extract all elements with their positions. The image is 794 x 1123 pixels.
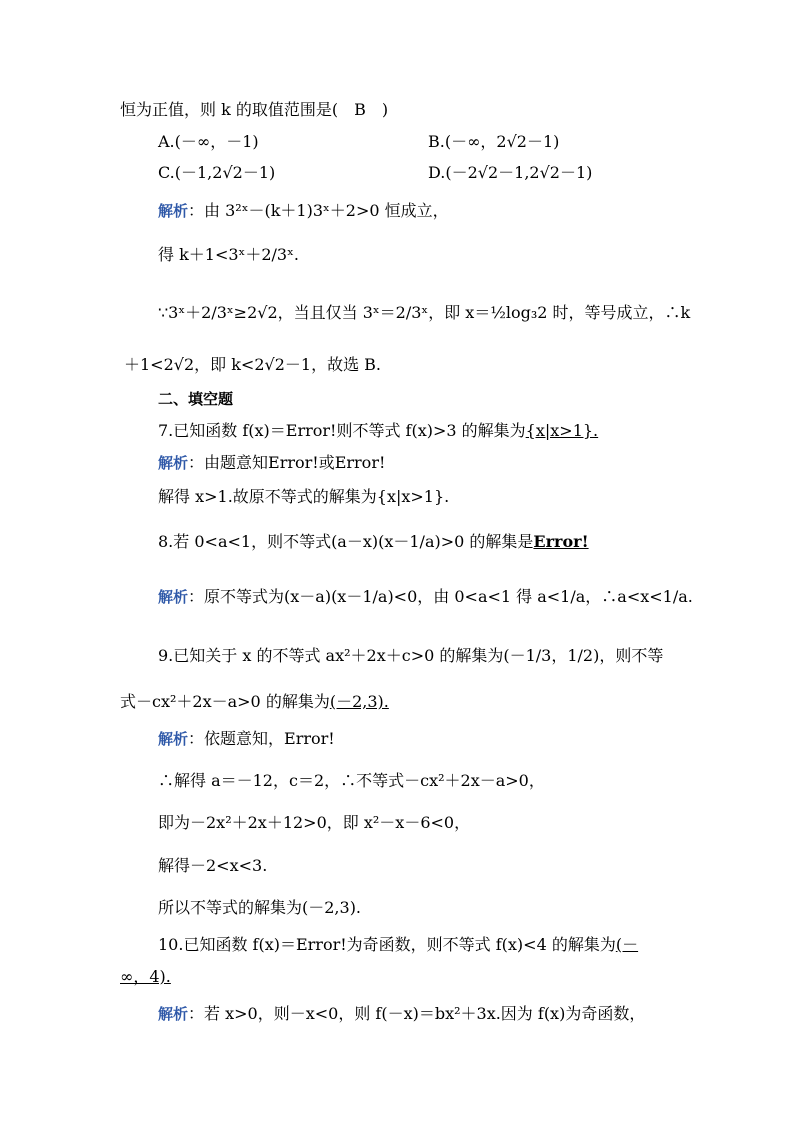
text-line: 恒为正值，则 k 的取值范围是( B ) bbox=[120, 100, 389, 119]
question-9: 9.已知关于 x 的不等式 ax²＋2x＋c>0 的解集为(－1/3，1/2)，则不等 bbox=[158, 646, 664, 665]
section-heading: 二、填空题 bbox=[158, 390, 234, 408]
question-8: 8.若 0<a<1，则不等式(a－x)(x－1/a)>0 的解集是Error! bbox=[158, 532, 589, 551]
solution-line: 即为－2x²＋2x＋12>0，即 x²－x－6<0， bbox=[158, 813, 471, 832]
solution-label: 解析 bbox=[158, 730, 189, 748]
solution-line: 解析：由题意知Error!或Error! bbox=[158, 453, 386, 472]
option-a: A.(－∞，－1) bbox=[158, 132, 259, 151]
solution-line: 得 k＋1<3ˣ＋2/3ˣ. bbox=[158, 245, 299, 264]
solution-line: ＋1<2√2，即 k<2√2－1，故选 B. bbox=[124, 355, 381, 374]
answer-blank: {x|x>1}. bbox=[525, 421, 599, 440]
option-b: B.(－∞，2√2－1) bbox=[428, 132, 560, 151]
solution-line: 解析：依题意知，Error! bbox=[158, 729, 335, 748]
solution-line: 解析：由 3²ˣ－(k＋1)3ˣ＋2>0 恒成立， bbox=[158, 201, 449, 220]
answer-blank: (－2,3). bbox=[329, 692, 389, 711]
solution-label: 解析 bbox=[158, 588, 189, 606]
option-d: D.(－2√2－1,2√2－1) bbox=[428, 163, 593, 182]
question-10: 10.已知函数 f(x)＝Error!为奇函数，则不等式 f(x)<4 的解集为(－ bbox=[158, 935, 639, 954]
solution-line: 解得 x>1.故原不等式的解集为{x|x>1}. bbox=[158, 487, 450, 506]
question-10-cont bbox=[120, 966, 171, 988]
solution-line: 解析：原不等式为(x－a)(x－1/a)<0，由 0<a<1 得 a<1/a，∴a<x<1/a. bbox=[158, 587, 693, 606]
solution-line: ∴解得 a＝－12，c＝2，∴不等式－cx²＋2x－a>0， bbox=[158, 771, 545, 790]
answer-blank: Error! bbox=[533, 532, 589, 551]
solution-label: 解析 bbox=[158, 202, 189, 220]
solution-label: 解析 bbox=[158, 454, 189, 472]
question-9-cont: 式－cx²＋2x－a>0 的解集为(－2,3). bbox=[120, 692, 389, 711]
solution-line: ∵3ˣ＋2/3ˣ≥2√2，当且仅当 3ˣ＝2/3ˣ，即 x＝½log₃2 时，等号成立，∴k bbox=[158, 303, 691, 322]
option-c: C.(－1,2√2－1) bbox=[158, 163, 276, 182]
solution-line: 解析：若 x>0，则－x<0，则 f(－x)＝bx²＋3x.因为 f(x)为奇函数， bbox=[158, 1004, 646, 1023]
question-7: 7.已知函数 f(x)＝Error!则不等式 f(x)>3 的解集为{x|x>1}. bbox=[158, 421, 599, 440]
solution-line: 解得－2<x<3. bbox=[158, 856, 268, 875]
solution-line: 所以不等式的解集为(－2,3). bbox=[158, 898, 362, 917]
solution-label: 解析 bbox=[158, 1005, 189, 1023]
answer-blank: (－ bbox=[615, 935, 639, 954]
answer-blank: ∞，4). bbox=[120, 967, 171, 986]
